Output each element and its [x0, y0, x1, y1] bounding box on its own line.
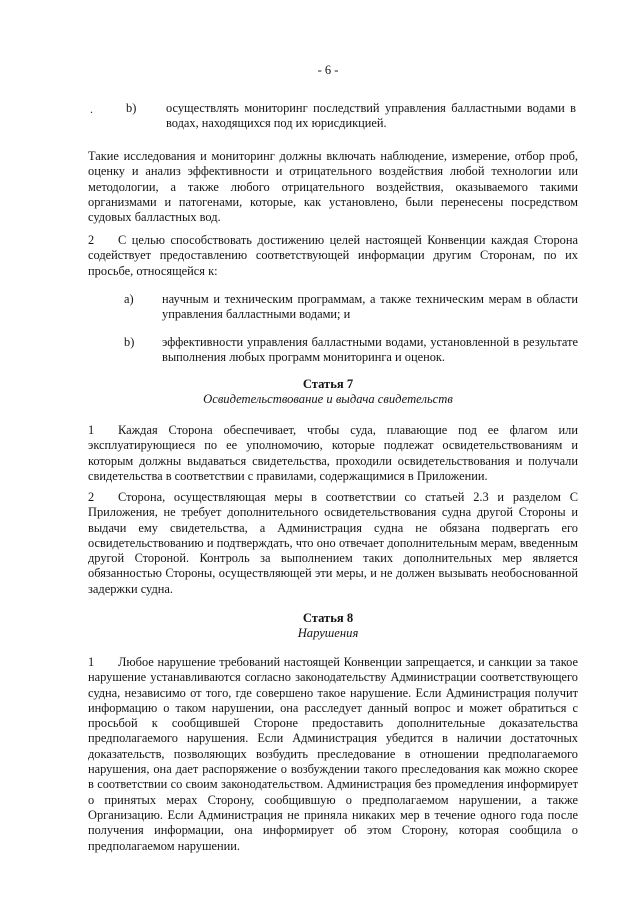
article-subtitle: Нарушения [297, 626, 359, 640]
paragraph-2 [88, 233, 578, 279]
paragraph-text: Любое нарушение требований настоящей Конвенции запрещается, и санкции за такое нарушение устанавливаются согласно законодательству Администрации соответствующего судна, независимо от того, где совершено такое нарушение. Если Администрация получит информацию о таком нарушении, она расследует данный вопрос и может обратиться с просьбой к сообщившей Стороне предоставить дополнительные доказательства предполагаемого нарушения. Если Администрация убедится в наличии достаточных доказательств, позволяющих возбудить преследование в отношении предполагаемого нарушения, она дает распоряжение о возбуждении такого преследования как можно скорее в соответствии со своим законодательством. Администрация без промедления информирует о принятых мерах Сторону, сообщившую о предполагаемом нарушении, а также Организацию. Если Администрация не приняла никаких мер в течение одного года после получения информации, она информирует об этом Сторону, которая сообщила о предполагаемом нарушении. [88, 655, 578, 853]
paragraph-number: 1 [88, 655, 95, 669]
article-8-paragraph-1 [88, 655, 578, 854]
list-label: b) [124, 335, 135, 349]
paragraph-text: Сторона, осуществляющая меры в соответствии со статьей 2.3 и разделом С Приложения, не требует дополнительного освидетельствования судна другой Стороны и выдачи ему свидетельства, а Администрация судна не обязана подвергать его освидетельствованию и подтверждать, что оно отвечает дополнительным мерам, введенным другой Стороной. Контроль за выполнением таких дополнительных мер является обязанностью Стороны, осуществляющей эти меры, и не должен вызывать необоснованной задержки судна. [88, 490, 578, 596]
article-title: Статья 7 [302, 377, 354, 391]
list-label: a) [124, 292, 134, 306]
paragraph-research: Такие исследования и мониторинг должны включать наблюдение, измерение, отбор проб, оценку и анализ эффективности и отрицательного воздействия любой технологии или методологии, а также любого отрицательного воздействия, оказываемого такими организмами и патогенами, которые, как установлено, были перенесены посредством судовых балластных вод. [88, 149, 578, 225]
list-text: научным и техническим программам, а также техническим мерам в области управления балластными водами; и [162, 292, 578, 322]
paragraph-text: Каждая Сторона обеспечивает, чтобы суда, плавающие под ее флагом или эксплуатирующиеся по ее уполномочию, которые подлежат освидетельствованиям и которым должны выдаваться свидетельства, проходили освидетельствования и получали свидетельства в соответствии с правилами, содержащимися в Приложении. [88, 423, 578, 483]
article-subtitle: Освидетельствование и выдача свидетельств [203, 392, 453, 406]
list-text: эффективности управления балластными водами, установленной в результате выполнения любых программ мониторинга и оценок. [162, 335, 578, 365]
paragraph-number: 2 [88, 490, 95, 504]
page-number: - 6 - [317, 63, 339, 77]
article-7-paragraph-2 [88, 490, 578, 597]
article-7-heading [0, 377, 640, 407]
article-7-paragraph-1 [88, 423, 578, 484]
paragraph-text: С целью способствовать достижению целей настоящей Конвенции каждая Сторона содействует предоставлению соответствующей информации другим Сторонам, по их просьбе, относящейся к: [88, 233, 578, 278]
list-label: b) [126, 101, 137, 115]
article-8-heading [0, 611, 640, 641]
margin-mark: . [90, 102, 93, 116]
article-title: Статья 8 [302, 611, 354, 625]
paragraph-number: 2 [88, 233, 95, 247]
paragraph-number: 1 [88, 423, 95, 437]
list-text: осуществлять мониторинг последствий управления балластными водами в водах, находящихся под их юрисдикцией. [166, 101, 576, 131]
